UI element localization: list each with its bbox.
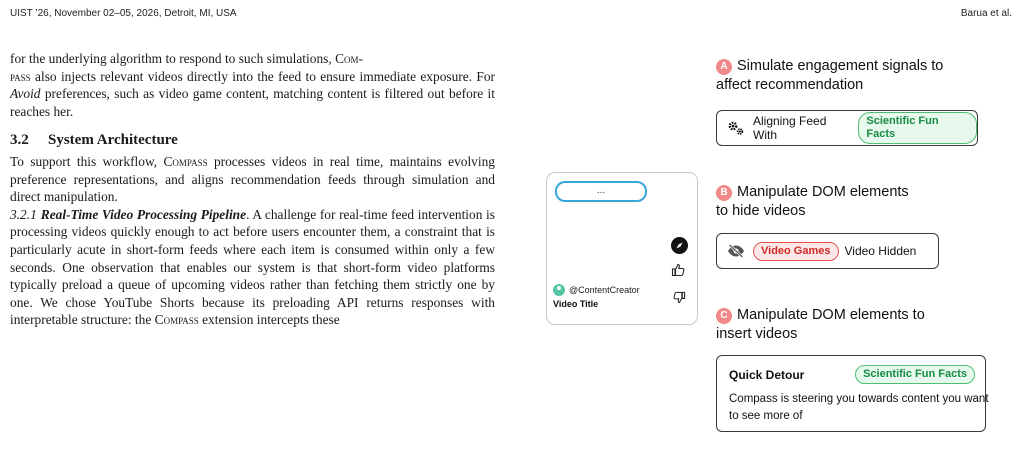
panel-b-label (716, 183, 909, 221)
creator-handle: @ContentCreator (569, 285, 640, 295)
label-line: insert videos (716, 326, 798, 342)
text-run: also injects relevant videos directly into the feed to ensure immediate exposure. For (30, 68, 495, 84)
badge-c: C (716, 308, 732, 324)
text-run: To support this workflow, (10, 153, 164, 169)
quick-detour-message: Compass is steering you towards content you want to see more of (729, 393, 989, 422)
gears-icon (727, 120, 745, 136)
text-column (10, 50, 495, 329)
label-line: to hide videos (716, 203, 806, 219)
topic-pill-scientific-fun-facts: Scientific Fun Facts (858, 112, 977, 144)
subsection-number: 3.2.1 (10, 206, 37, 222)
shorts-phone-mockup (546, 172, 698, 325)
section-title: System Architecture (48, 132, 178, 149)
label-line: Manipulate DOM elements (737, 184, 909, 200)
text-run: for the underlying algorithm to respond to such simulations, (10, 51, 336, 66)
system-figure (540, 0, 1022, 472)
avoid-term: Avoid (10, 86, 41, 102)
paragraph-continuation (10, 50, 495, 120)
badge-a: A (716, 59, 732, 75)
text-run: . A challenge for real-time feed intervention is processing videos quickly enough to act before users encounter them, a constraint that is particularly acute in short-form feeds where each item is consumed within only a few seconds. One observation that enables our system is that short-form video platforms typically preload a queue of upcoming videos rather than fetching them strictly one by one. We chose YouTube Shorts because its preloading API returns responses with interpretable structure: the (10, 206, 495, 328)
eye-slash-icon (727, 244, 745, 258)
panel-a-label (716, 57, 943, 95)
panel-a-box (716, 110, 978, 146)
thumbs-down-icon[interactable] (673, 291, 686, 307)
running-head-right: Barua et al. (960, 8, 1012, 19)
video-hidden-text: Video Hidden (844, 244, 917, 258)
search-pill[interactable]: ... (555, 181, 647, 202)
paragraph-pipeline (10, 206, 495, 329)
aligning-text: Aligning Feed With (753, 114, 827, 142)
section-heading (10, 132, 495, 150)
section-number: 3.2 (10, 132, 29, 149)
video-title: Video Title (553, 299, 599, 309)
compass-name: pass (10, 68, 31, 84)
thumbs-up-icon[interactable] (671, 263, 685, 280)
compass-name: Compass (163, 153, 208, 169)
topic-pill-scientific-fun-facts: Scientific Fun Facts (855, 365, 975, 384)
compass-name: Compass (154, 312, 199, 328)
creator-row (553, 284, 640, 296)
compass-icon[interactable] (671, 237, 688, 254)
panel-b-box (716, 233, 939, 269)
topic-pill-video-games: Video Games (753, 242, 839, 261)
text-run: processes videos in real time, maintains evolving preference representations, and aligns recommendation feeds through simulation and direct manipulation. (10, 153, 495, 205)
label-line: Simulate engagement signals to (737, 58, 944, 74)
label-line: Manipulate DOM elements to (737, 307, 925, 323)
compass-name: Com- (335, 51, 363, 66)
quick-detour-card[interactable] (716, 355, 989, 432)
badge-b: B (716, 185, 732, 201)
text-run: preferences, such as video game content, matching content is filtered out before it reaches her. (10, 86, 495, 119)
running-head-left: UIST ’26, November 02–05, 2026, Detroit, MI, USA (10, 8, 237, 19)
panel-c-label (716, 306, 925, 344)
avatar-icon (553, 284, 565, 296)
label-line: affect recommendation (716, 77, 864, 93)
quick-detour-title: Quick Detour (729, 368, 805, 382)
paragraph-architecture (10, 153, 495, 206)
text-run: extension intercepts these (198, 312, 340, 328)
subsection-title: Real-Time Video Processing Pipeline (40, 206, 247, 222)
